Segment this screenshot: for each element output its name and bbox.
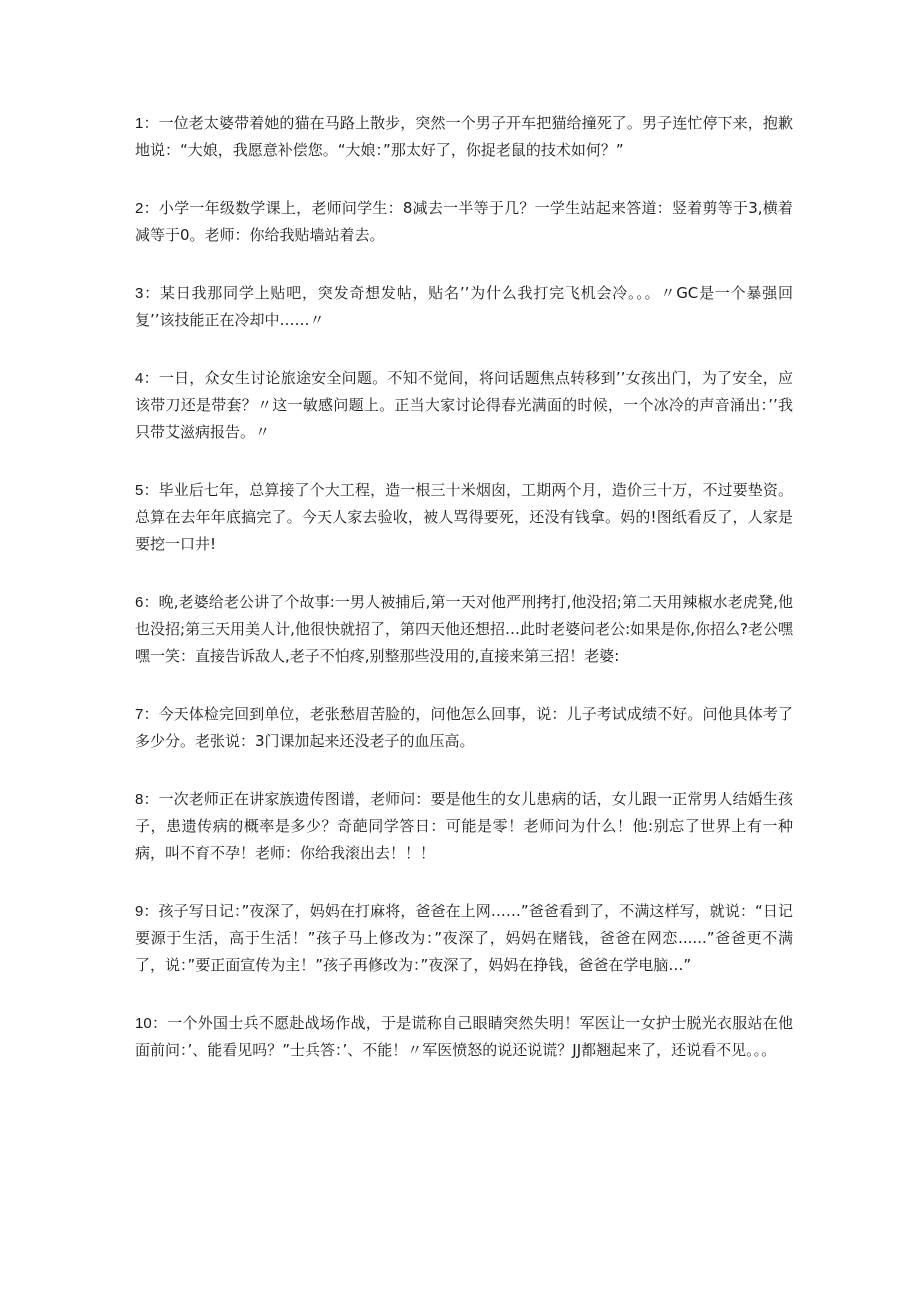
- joke-paragraph: [135, 589, 793, 670]
- joke-number: 1：: [135, 115, 159, 132]
- joke-number: 8：: [135, 791, 159, 808]
- joke-text: 孩子写日记：”夜深了，妈妈在打麻将，爸爸在上网……”爸爸看到了，不满这样写，就说：“日记要源于生活，高于生活！”孩子马上修改为：”夜深了，妈妈在赌钱，爸爸在网恋......”爸爸更不满了，说：”要正面宣传为主！”孩子再修改为：”夜深了，妈妈在挣钱，爸爸在学电脑…”: [135, 902, 793, 974]
- joke-paragraph: [135, 898, 793, 979]
- joke-paragraph: [135, 280, 793, 334]
- joke-paragraph: [135, 701, 793, 755]
- joke-text: 一次老师正在讲家族遗传图谱，老师问：要是他生的女儿患病的话，女儿跟一正常男人结婚生孩子，患遗传病的概率是多少？奇葩同学答日：可能是零！老师问为什么！他:别忘了世界上有一种病，叫不育不孕！老师：你给我滚出去！！！: [135, 790, 793, 862]
- joke-text: 晚,老婆给老公讲了个故事:一男人被捕后,第一天对他严刑拷打,他没招;第二天用辣椒水老虎凳,他也没招;第三天用美人计,他很快就招了，第四天他还想招…此时老婆问老公:如果是你,你招么?老公嘿嘿一笑：直接告诉敌人,老子不怕疼,别整那些没用的,直接来第三招！老婆:: [135, 593, 793, 665]
- joke-number: 2：: [135, 200, 159, 217]
- joke-number: 6：: [135, 594, 159, 611]
- joke-number: 10：: [135, 1015, 168, 1032]
- joke-paragraph: [135, 365, 793, 446]
- joke-paragraph: [135, 786, 793, 867]
- joke-number: 5：: [135, 482, 159, 499]
- joke-paragraph: [135, 195, 793, 249]
- joke-number: 9：: [135, 903, 159, 920]
- joke-text: 今天体检完回到单位，老张愁眉苦脸的，问他怎么回事，说：儿子考试成绩不好。问他具体考了多少分。老张说：3门课加起来还没老子的血压高。: [135, 705, 793, 750]
- joke-number: 4：: [135, 370, 159, 387]
- joke-text: 小学一年级数学课上，老师问学生：8减去一半等于几？一学生站起来答道：竖着剪等于3,横着减等于0。老师：你给我贴墙站着去。: [135, 199, 794, 244]
- joke-paragraph: [135, 110, 793, 164]
- joke-text: 某日我那同学上贴吧，突发奇想发帖，贴名’’为什么我打完飞机会冷。。。〃GC是一个暴强回复’’该技能正在冷却中……〃: [135, 284, 794, 329]
- joke-text: 一位老太婆带着她的猫在马路上散步，突然一个男子开车把猫给撞死了。男子连忙停下来，抱歉地说：“大娘，我愿意补偿您。“大娘：”那太好了，你捉老鼠的技术如何？”: [135, 114, 793, 159]
- joke-number: 3：: [135, 285, 160, 302]
- joke-list: [135, 110, 793, 1095]
- joke-paragraph: [135, 477, 793, 558]
- joke-number: 7：: [135, 706, 159, 723]
- joke-paragraph: [135, 1010, 793, 1064]
- joke-text: 毕业后七年，总算接了个大工程，造一根三十米烟囱，工期两个月，造价三十万，不过要垫资。总算在去年年底搞完了。今天人家去验收，被人骂得要死，还没有钱拿。妈的!图纸看反了，人家是要挖一口井!: [135, 481, 793, 553]
- joke-text: 一个外国士兵不愿赴战场作战，于是谎称自己眼睛突然失明！军医让一女护士脱光衣服站在他面前问：’、能看见吗？”士兵答：’、不能！〃军医愤怒的说还说谎？JJ都翘起来了，还说看不见。。。: [135, 1014, 793, 1059]
- joke-text: 一日，众女生讨论旅途安全问题。不知不觉间，将问话题焦点转移到’’女孩出门，为了安全，应该带刀还是带套？〃这一敏感问题上。正当大家讨论得春光满面的时候，一个冰冷的声音涌出：’’我只带艾滋病报告。〃: [135, 369, 794, 441]
